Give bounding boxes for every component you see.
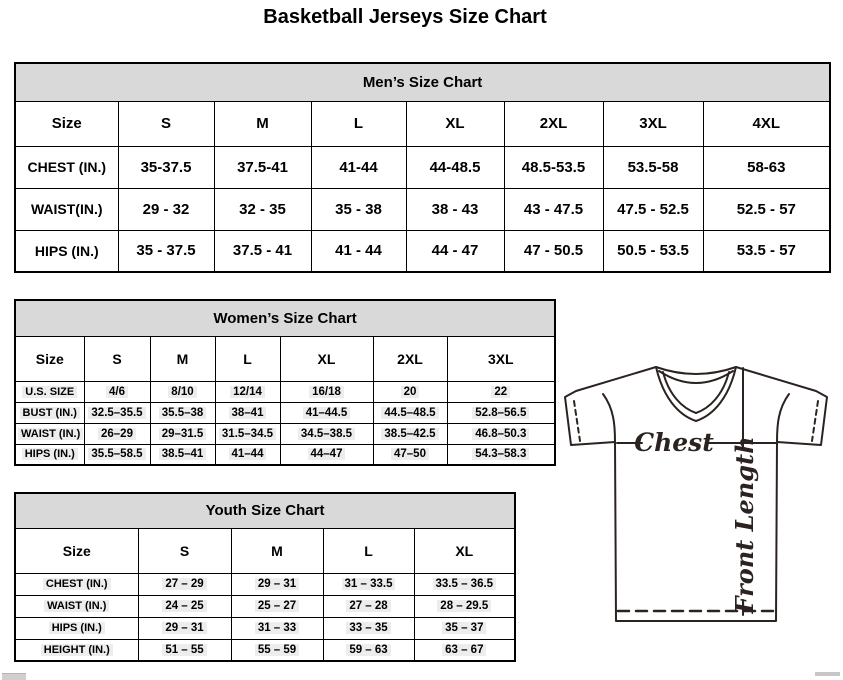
size-value-cell: 47 - 50.5 xyxy=(504,230,603,272)
size-header-cell: XL xyxy=(406,101,504,146)
row-header-cell: HEIGHT (IN.) xyxy=(15,639,138,661)
size-value-cell: 63 – 67 xyxy=(414,639,515,661)
youth-size-table xyxy=(14,492,516,662)
size-value-cell: 32 - 35 xyxy=(214,188,311,230)
size-value-cell: 55 – 59 xyxy=(231,639,323,661)
row-header-cell: CHEST (IN.) xyxy=(15,146,118,188)
youth-chart-header: Youth Size Chart xyxy=(15,493,515,528)
size-column-label: Size xyxy=(15,528,138,573)
row-header-cell: HIPS (IN.) xyxy=(15,617,138,639)
women-size-header-row xyxy=(15,336,555,381)
youth-chart-header-row xyxy=(15,493,515,528)
size-header-cell: S xyxy=(118,101,214,146)
men-data-row xyxy=(15,146,830,188)
size-value-cell: 44-48.5 xyxy=(406,146,504,188)
size-value-cell: 58-63 xyxy=(703,146,830,188)
size-header-cell: L xyxy=(311,101,406,146)
size-value-cell: 37.5-41 xyxy=(214,146,311,188)
size-value-cell: 38–41 xyxy=(215,402,280,423)
size-value-cell: 24 – 25 xyxy=(138,595,231,617)
size-header-cell: 4XL xyxy=(703,101,830,146)
men-size-header-row xyxy=(15,101,830,146)
women-data-row xyxy=(15,444,555,465)
scrollbar-fragment-right[interactable] xyxy=(815,672,840,676)
size-value-cell: 33 – 35 xyxy=(323,617,414,639)
youth-size-header-row xyxy=(15,528,515,573)
size-value-cell: 50.5 - 53.5 xyxy=(603,230,703,272)
size-value-cell: 41–44.5 xyxy=(280,402,373,423)
size-value-cell: 35.5–38 xyxy=(150,402,215,423)
size-value-cell: 38 - 43 xyxy=(406,188,504,230)
row-header-cell: WAIST (IN.) xyxy=(15,595,138,617)
size-value-cell: 34.5–38.5 xyxy=(280,423,373,444)
men-chart-header-row xyxy=(15,63,830,101)
women-chart-header-row xyxy=(15,300,555,336)
size-value-cell: 29 – 31 xyxy=(138,617,231,639)
size-value-cell: 47–50 xyxy=(373,444,447,465)
size-header-cell: S xyxy=(84,336,150,381)
size-value-cell: 16/18 xyxy=(280,381,373,402)
size-value-cell: 22 xyxy=(447,381,555,402)
size-header-cell: 3XL xyxy=(447,336,555,381)
size-value-cell: 31 – 33 xyxy=(231,617,323,639)
size-value-cell: 41-44 xyxy=(311,146,406,188)
womens-size-table xyxy=(14,299,556,466)
size-value-cell: 28 – 29.5 xyxy=(414,595,515,617)
size-value-cell: 44–47 xyxy=(280,444,373,465)
jersey-diagram xyxy=(562,362,830,624)
mens-size-table xyxy=(14,62,831,273)
size-header-cell: 2XL xyxy=(373,336,447,381)
size-value-cell: 29 - 32 xyxy=(118,188,214,230)
size-value-cell: 44.5–48.5 xyxy=(373,402,447,423)
men-data-row xyxy=(15,230,830,272)
size-value-cell: 43 - 47.5 xyxy=(504,188,603,230)
size-value-cell: 54.3–58.3 xyxy=(447,444,555,465)
size-value-cell: 38.5–41 xyxy=(150,444,215,465)
size-value-cell: 35 – 37 xyxy=(414,617,515,639)
youth-data-row xyxy=(15,573,515,595)
women-data-row xyxy=(15,402,555,423)
page-title: Basketball Jerseys Size Chart xyxy=(263,6,547,28)
size-header-cell: M xyxy=(150,336,215,381)
size-value-cell: 35 - 37.5 xyxy=(118,230,214,272)
collar-ribbing-arc xyxy=(659,371,733,383)
jersey-outline-shape xyxy=(565,367,827,621)
front-length-label: Front Length xyxy=(730,436,759,614)
size-value-cell: 53.5 - 57 xyxy=(703,230,830,272)
size-column-label: Size xyxy=(15,101,118,146)
size-value-cell: 48.5-53.5 xyxy=(504,146,603,188)
size-value-cell: 31 – 33.5 xyxy=(323,573,414,595)
size-value-cell: 20 xyxy=(373,381,447,402)
row-header-cell: BUST (IN.) xyxy=(15,402,84,423)
size-value-cell: 27 – 28 xyxy=(323,595,414,617)
row-header-cell: WAIST (IN.) xyxy=(15,423,84,444)
size-header-cell: XL xyxy=(280,336,373,381)
size-value-cell: 51 – 55 xyxy=(138,639,231,661)
row-header-cell: HIPS (IN.) xyxy=(15,230,118,272)
women-data-row xyxy=(15,423,555,444)
size-value-cell: 8/10 xyxy=(150,381,215,402)
size-value-cell: 29 – 31 xyxy=(231,573,323,595)
size-header-cell: XL xyxy=(414,528,515,573)
size-value-cell: 47.5 - 52.5 xyxy=(603,188,703,230)
size-header-cell: M xyxy=(214,101,311,146)
size-header-cell: L xyxy=(323,528,414,573)
size-value-cell: 12/14 xyxy=(215,381,280,402)
size-header-cell: S xyxy=(138,528,231,573)
right-cuff-dashed-line xyxy=(812,401,818,441)
youth-data-row xyxy=(15,617,515,639)
size-value-cell: 35.5–58.5 xyxy=(84,444,150,465)
size-value-cell: 46.8–50.3 xyxy=(447,423,555,444)
women-chart-header: Women’s Size Chart xyxy=(15,300,555,336)
left-cuff-dashed-line xyxy=(574,401,580,441)
size-value-cell: 31.5–34.5 xyxy=(215,423,280,444)
size-column-label: Size xyxy=(15,336,84,381)
size-value-cell: 25 – 27 xyxy=(231,595,323,617)
size-value-cell: 29–31.5 xyxy=(150,423,215,444)
youth-data-row xyxy=(15,639,515,661)
size-value-cell: 59 – 63 xyxy=(323,639,414,661)
row-header-cell: CHEST (IN.) xyxy=(15,573,138,595)
men-chart-header: Men’s Size Chart xyxy=(15,63,830,101)
size-value-cell: 52.5 - 57 xyxy=(703,188,830,230)
size-value-cell: 32.5–35.5 xyxy=(84,402,150,423)
chest-label: Chest xyxy=(634,428,714,457)
size-value-cell: 37.5 - 41 xyxy=(214,230,311,272)
size-header-cell: M xyxy=(231,528,323,573)
size-value-cell: 41–44 xyxy=(215,444,280,465)
size-header-cell: 2XL xyxy=(504,101,603,146)
size-header-cell: 3XL xyxy=(603,101,703,146)
size-value-cell: 35-37.5 xyxy=(118,146,214,188)
row-header-cell: HIPS (IN.) xyxy=(15,444,84,465)
size-value-cell: 44 - 47 xyxy=(406,230,504,272)
men-data-row xyxy=(15,188,830,230)
size-value-cell: 35 - 38 xyxy=(311,188,406,230)
size-value-cell: 33.5 – 36.5 xyxy=(414,573,515,595)
row-header-cell: U.S. SIZE xyxy=(15,381,84,402)
youth-data-row xyxy=(15,595,515,617)
size-value-cell: 26–29 xyxy=(84,423,150,444)
right-armhole-seam xyxy=(777,394,789,442)
women-data-row xyxy=(15,381,555,402)
size-value-cell: 52.8–56.5 xyxy=(447,402,555,423)
row-header-cell: WAIST(IN.) xyxy=(15,188,118,230)
size-value-cell: 38.5–42.5 xyxy=(373,423,447,444)
size-value-cell: 41 - 44 xyxy=(311,230,406,272)
size-header-cell: L xyxy=(215,336,280,381)
size-value-cell: 4/6 xyxy=(84,381,150,402)
size-value-cell: 53.5-58 xyxy=(603,146,703,188)
size-value-cell: 27 – 29 xyxy=(138,573,231,595)
left-armhole-seam xyxy=(603,394,615,442)
